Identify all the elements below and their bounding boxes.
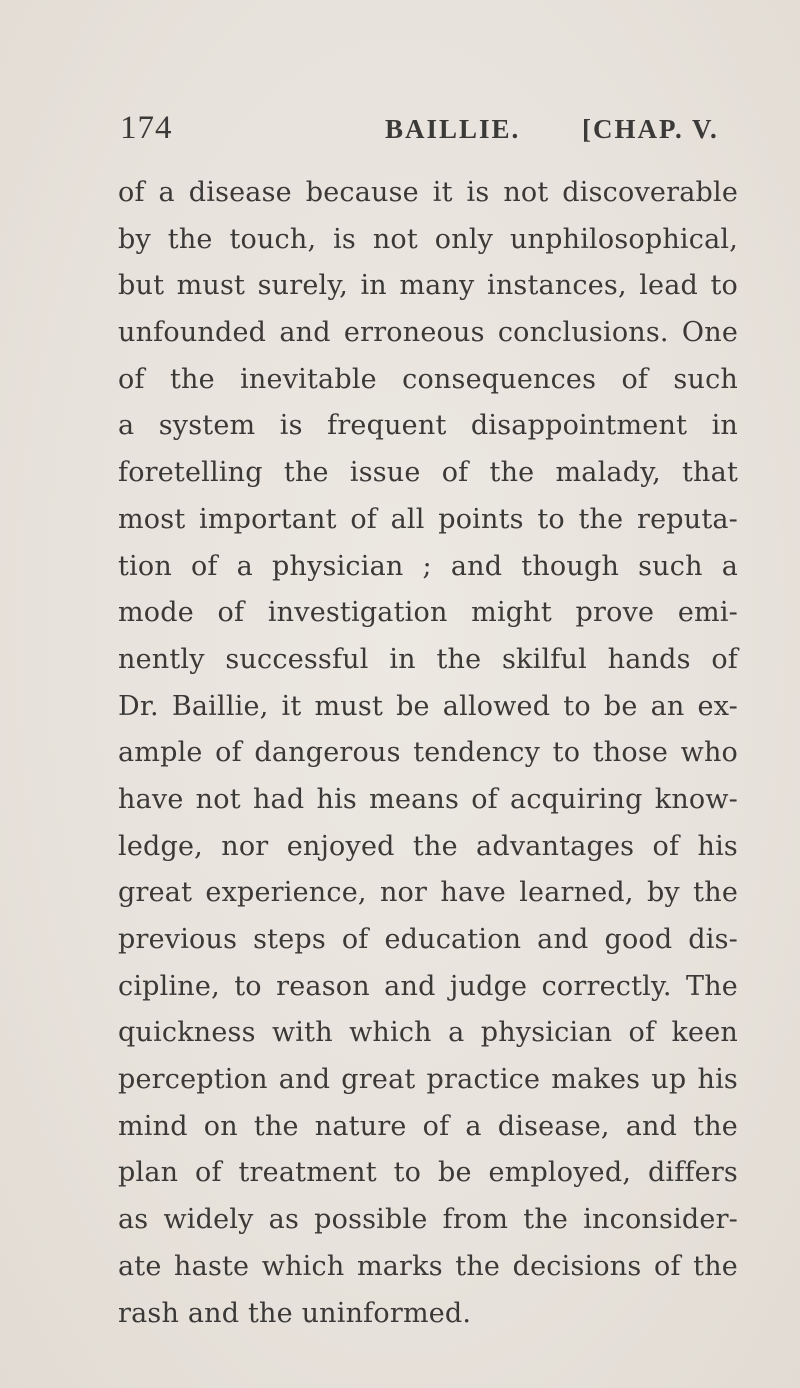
text-line: unfounded and erroneous conclusions. One — [118, 317, 738, 349]
text-line: have not had his means of acquiring know- — [118, 783, 738, 815]
text-line: ledge, nor enjoyed the advantages of his — [118, 830, 738, 862]
text-line: of a disease because it is not discoverable — [118, 177, 738, 208]
running-head — [0, 110, 800, 150]
text-line: quickness with which a physician of keen — [118, 1017, 738, 1049]
text-line: mode of investigation might prove emi- — [118, 597, 738, 629]
text-line: mind on the nature of a disease, and the — [118, 1110, 738, 1142]
text-line: Dr. Baillie, it must be allowed to be an ex- — [118, 690, 738, 722]
text-line: nently successful in the skilful hands of — [118, 643, 738, 675]
chapter-marker: [CHAP. V. — [582, 114, 719, 144]
text-line: but must surely, in many instances, lead to — [118, 270, 738, 302]
running-title: BAILLIE. — [385, 114, 521, 144]
text-line: as widely as possible from the inconsider- — [118, 1204, 738, 1236]
text-line: perception and great practice makes up his — [118, 1064, 738, 1096]
text-line: by the touch, is not only unphilosophical, — [118, 223, 738, 255]
text-line: great experience, nor have learned, by the — [118, 877, 738, 909]
text-line: of the inevitable consequences of such — [118, 363, 738, 395]
text-line: ample of dangerous tendency to those who — [118, 737, 738, 769]
text-line: foretelling the issue of the malady, that — [118, 457, 738, 489]
text-line: tion of a physician ; and though such a — [118, 550, 738, 582]
page-number: 174 — [120, 110, 173, 146]
text-line: rash and the uninformed. — [118, 1297, 472, 1329]
text-line: ate haste which marks the decisions of the — [118, 1250, 738, 1282]
text-line: most important of all points to the reputa- — [118, 503, 738, 535]
text-line: previous steps of education and good dis- — [118, 924, 738, 955]
body-text — [118, 170, 738, 1337]
text-line: cipline, to reason and judge correctly. The — [118, 970, 738, 1002]
text-line: plan of treatment to be employed, differs — [118, 1157, 738, 1189]
text-line: a system is frequent disappointment in — [118, 410, 738, 442]
